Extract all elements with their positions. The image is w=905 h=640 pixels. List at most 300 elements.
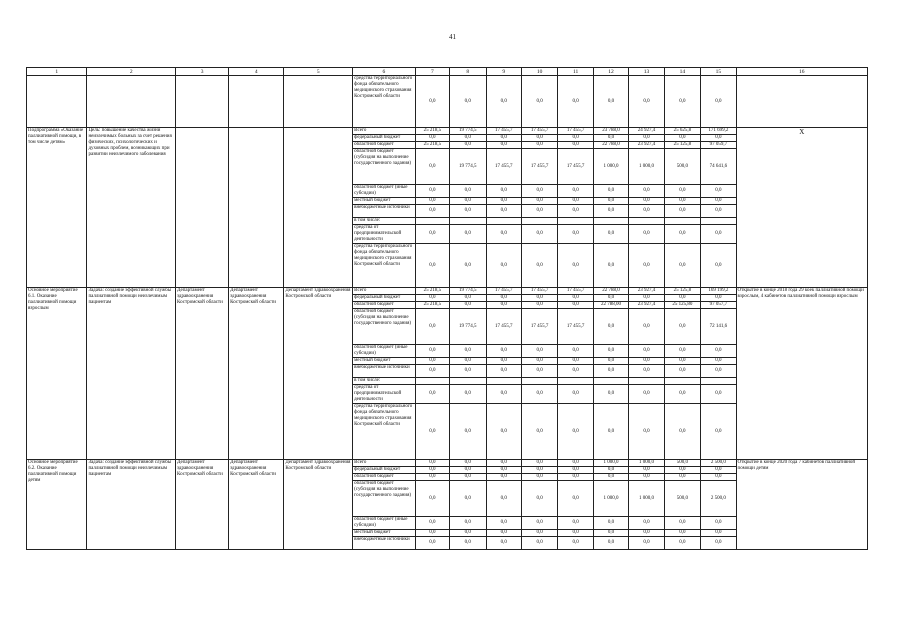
value-cell: 0,0 [415,474,449,481]
value-cell: 0,0 [415,205,449,218]
value-cell [558,378,593,385]
header-cell: 2 [87,68,176,76]
source-cell: федеральный бюджет [353,295,416,302]
value-cell: 2 500,0 [701,481,736,517]
value-cell: 19 774,5 [450,288,486,295]
value-cell: 0,0 [521,481,557,517]
value-cell: 0,0 [521,205,557,218]
value-cell: 171 699,2 [701,128,736,135]
value-cell: 0,0 [701,385,736,404]
block-coexecutor [229,128,284,288]
value-cell: 23 927,4 [629,288,664,295]
value-cell: 0,0 [558,385,593,404]
block-task: Задача: создание эффективной службы паллиативной помощи неизлечимым пациентам [87,460,176,550]
value-cell: 0,0 [486,460,521,467]
table-row [27,128,868,135]
value-cell: 0,0 [558,537,593,550]
value-cell: 0,0 [521,404,557,460]
value-cell: 0,0 [558,481,593,517]
value-cell: 25 125,8 [664,142,700,149]
value-cell: 0,0 [629,474,664,481]
value-cell: 0,0 [450,385,486,404]
header-row [27,68,868,76]
value-cell: 0,0 [701,76,736,128]
value-cell: 0,0 [629,198,664,205]
header-cell: 11 [558,68,593,76]
value-cell: 0,0 [664,135,700,142]
value-cell: 0,0 [558,205,593,218]
value-cell: 0,0 [486,244,521,288]
value-cell: 0,0 [521,244,557,288]
value-cell: 0,0 [629,365,664,378]
value-cell: 0,0 [450,244,486,288]
value-cell: 0,0 [450,358,486,365]
value-cell: 0,0 [450,295,486,302]
value-cell: 0,0 [593,467,628,474]
value-cell: 0,0 [593,198,628,205]
block-participant: Департамент здравоохранения Костромской области [284,288,353,460]
source-cell: Всего [353,128,416,135]
value-cell: 17 455,7 [558,149,593,185]
source-cell: Всего [353,460,416,467]
value-cell [450,218,486,225]
block-result: Открытие в конце 2018 года 29 коек паллиативной помощи взрослым, 4 кабинетов паллиативной помощи взрослым [736,288,867,460]
value-cell: 0,0 [450,76,486,128]
value-cell: 19 774,5 [450,309,486,345]
value-cell [486,218,521,225]
source-cell: областной бюджет [353,142,416,149]
value-cell: 0,0 [701,244,736,288]
value-cell: 0,0 [593,474,628,481]
value-cell: 23 788,0 [593,128,628,135]
value-cell: 0,0 [701,404,736,460]
value-cell: 17 455,7 [486,288,521,295]
value-cell: 0,0 [415,467,449,474]
value-cell: 0,0 [664,365,700,378]
value-cell: 0,0 [593,517,628,530]
value-cell: 74 641,6 [701,149,736,185]
value-cell: 0,0 [415,385,449,404]
value-cell [450,378,486,385]
source-cell: местный бюджет [353,198,416,205]
value-cell: 0,0 [486,467,521,474]
header-cell: 16 [736,68,867,76]
header-cell: 14 [664,68,700,76]
value-cell: 1 000,0 [629,460,664,467]
value-cell: 0,0 [558,198,593,205]
value-cell: 0,0 [486,481,521,517]
value-cell: 0,0 [664,530,700,537]
value-cell: 17 455,7 [558,309,593,345]
value-cell: 0,0 [486,142,521,149]
header-cell: 5 [284,68,353,76]
value-cell: 0,0 [664,225,700,244]
value-cell: 0,0 [450,142,486,149]
source-cell: областной бюджет (субсидия на выполнение государственного задания) [353,149,416,185]
value-cell: 0,0 [701,474,736,481]
value-cell: 25 125,8 [664,288,700,295]
value-cell [415,378,449,385]
value-cell: 0,0 [593,205,628,218]
value-cell [593,378,628,385]
value-cell: 0,0 [415,460,449,467]
value-cell: 0,0 [629,76,664,128]
value-cell: 0,0 [521,345,557,358]
value-cell: 0,0 [521,302,557,309]
value-cell: 0,0 [415,76,449,128]
header-cell: 10 [521,68,557,76]
value-cell: 0,0 [486,76,521,128]
value-cell: 22 788,00 [593,302,628,309]
value-cell: 0,0 [701,205,736,218]
value-cell: 0,0 [450,345,486,358]
value-cell: 0,0 [486,205,521,218]
source-cell: местный бюджет [353,358,416,365]
value-cell: 17 455,7 [558,128,593,135]
value-cell: 0,0 [593,365,628,378]
value-cell: 17 455,7 [486,128,521,135]
block-result [736,76,867,128]
value-cell: 0,0 [521,385,557,404]
value-cell: 1 000,0 [593,460,628,467]
value-cell: 0,0 [593,244,628,288]
value-cell: 0,0 [664,474,700,481]
source-cell: средства территориального фонда обязательного медицинского страхования Костромской области [353,76,416,128]
value-cell: 0,0 [450,481,486,517]
value-cell: 0,0 [701,345,736,358]
value-cell: 0,0 [558,225,593,244]
source-cell: областной бюджет [353,302,416,309]
value-cell: 0,0 [521,198,557,205]
block-task [87,76,176,128]
value-cell: 17 455,7 [486,149,521,185]
value-cell: 0,0 [558,365,593,378]
value-cell: 1 000,0 [629,149,664,185]
value-cell: 0,0 [486,225,521,244]
block-name: Основное мероприятие 6.2. Оказание паллиативной помощи детям [27,460,87,550]
value-cell: 0,0 [450,198,486,205]
value-cell: 0,0 [701,135,736,142]
value-cell: 0,0 [629,244,664,288]
value-cell: 0,0 [450,517,486,530]
source-cell: внебюджетные источники [353,537,416,550]
value-cell: 0,0 [521,185,557,198]
header-cell: 1 [27,68,87,76]
source-cell: областной бюджет (субсидия на выполнение государственного задания) [353,309,416,345]
header-cell: 3 [176,68,229,76]
value-cell: 0,0 [486,135,521,142]
value-cell: 0,0 [664,517,700,530]
value-cell: 0,0 [486,385,521,404]
value-cell: 0,0 [415,481,449,517]
table-row [27,460,868,467]
value-cell: 0,0 [701,517,736,530]
value-cell: 0,0 [593,76,628,128]
value-cell: 0,0 [701,225,736,244]
source-cell: Всего [353,288,416,295]
value-cell: 0,0 [450,365,486,378]
value-cell: 1 000,0 [593,481,628,517]
value-cell: 0,0 [450,135,486,142]
source-cell: средства территориального фонда обязательного медицинского страхования Костромской области [353,404,416,460]
value-cell: 2 500,0 [701,460,736,467]
value-cell: 0,0 [521,142,557,149]
financing-table [26,67,868,550]
value-cell: 0,0 [521,76,557,128]
value-cell: 0,0 [664,244,700,288]
value-cell: 0,0 [593,345,628,358]
value-cell: 0,0 [521,135,557,142]
value-cell: 0,0 [486,537,521,550]
value-cell: 0,0 [450,474,486,481]
value-cell: 0,0 [521,358,557,365]
value-cell: 0,0 [415,295,449,302]
value-cell: 0,0 [664,295,700,302]
source-cell: внебюджетные источники [353,365,416,378]
value-cell: 0,0 [415,244,449,288]
value-cell: 0,0 [629,295,664,302]
value-cell: 0,0 [415,345,449,358]
value-cell: 72 141,6 [701,309,736,345]
value-cell: 0,0 [664,205,700,218]
value-cell: 0,0 [521,467,557,474]
value-cell: 0,0 [558,474,593,481]
value-cell: 0,0 [450,530,486,537]
source-cell: областной бюджет [353,474,416,481]
value-cell: 0,0 [521,295,557,302]
value-cell: 0,0 [415,135,449,142]
value-cell: 0,0 [629,135,664,142]
value-cell: 0,0 [415,404,449,460]
table-row [27,288,868,295]
value-cell: 0,0 [701,530,736,537]
value-cell: 0,0 [664,537,700,550]
source-cell: средства территориального фонда обязательного медицинского страхования Костромской области [353,244,416,288]
value-cell: 0,0 [486,358,521,365]
value-cell: 0,0 [521,365,557,378]
header-cell: 7 [415,68,449,76]
value-cell: 0,0 [701,467,736,474]
value-cell: 0,0 [593,135,628,142]
value-cell [629,378,664,385]
value-cell: 0,0 [486,198,521,205]
value-cell: 19 774,5 [450,128,486,135]
value-cell: 0,0 [664,358,700,365]
value-cell: 0,0 [521,517,557,530]
block-result: X [736,128,867,288]
source-cell: областной бюджет (иные субсидии) [353,185,416,198]
value-cell: 0,0 [664,467,700,474]
value-cell: 25 218,5 [415,142,449,149]
value-cell: 169 199,2 [701,288,736,295]
block-participant [284,76,353,128]
value-cell: 0,0 [450,225,486,244]
value-cell: 0,0 [558,185,593,198]
value-cell: 0,0 [593,404,628,460]
value-cell: 0,0 [558,530,593,537]
source-cell: местный бюджет [353,530,416,537]
value-cell: 0,0 [558,295,593,302]
value-cell: 23 927,4 [629,302,664,309]
value-cell: 0,0 [486,530,521,537]
source-cell: областной бюджет (иные субсидии) [353,345,416,358]
value-cell [701,218,736,225]
value-cell [701,378,736,385]
value-cell: 500,0 [664,481,700,517]
value-cell: 0,0 [593,309,628,345]
value-cell: 0,0 [415,198,449,205]
value-cell: 0,0 [558,345,593,358]
value-cell [521,378,557,385]
value-cell: 0,0 [415,225,449,244]
value-cell: 500,0 [664,460,700,467]
value-cell: 0,0 [629,517,664,530]
value-cell: 0,0 [450,467,486,474]
value-cell: 0,0 [415,530,449,537]
value-cell: 0,0 [701,198,736,205]
value-cell: 0,0 [664,198,700,205]
header-cell: 12 [593,68,628,76]
value-cell: 24 927,4 [629,128,664,135]
value-cell [415,218,449,225]
value-cell: 0,0 [450,460,486,467]
value-cell: 0,0 [629,537,664,550]
value-cell: 0,0 [521,530,557,537]
value-cell: 0,0 [558,467,593,474]
value-cell: 0,0 [486,185,521,198]
source-cell: внебюджетные источники [353,205,416,218]
value-cell: 17 455,7 [486,309,521,345]
header-cell: 13 [629,68,664,76]
value-cell: 0,0 [486,302,521,309]
value-cell: 0,0 [521,474,557,481]
block-name [27,76,87,128]
value-cell: 25 625,8 [664,128,700,135]
value-cell: 97 057,7 [701,302,736,309]
value-cell: 0,0 [701,537,736,550]
value-cell [629,218,664,225]
value-cell: 0,0 [415,365,449,378]
value-cell: 0,0 [450,302,486,309]
value-cell: 0,0 [629,385,664,404]
value-cell: 0,0 [664,385,700,404]
value-cell: 0,0 [629,404,664,460]
value-cell: 17 455,7 [521,128,557,135]
value-cell: 0,0 [415,185,449,198]
value-cell: 17 455,7 [521,309,557,345]
value-cell: 0,0 [486,295,521,302]
value-cell: 97 059,7 [701,142,736,149]
header-cell: 9 [486,68,521,76]
value-cell: 0,0 [629,530,664,537]
value-cell: 0,0 [486,474,521,481]
block-task: Задача: создание эффективной службы паллиативной помощи неизлечимым пациентам [87,288,176,460]
value-cell: 0,0 [629,225,664,244]
value-cell: 0,0 [593,295,628,302]
source-cell: в том числе: [353,218,416,225]
value-cell: 0,0 [558,460,593,467]
value-cell: 0,0 [593,225,628,244]
source-cell: федеральный бюджет [353,467,416,474]
value-cell: 0,0 [450,537,486,550]
block-executor [176,128,229,288]
value-cell: 0,0 [415,309,449,345]
value-cell: 0,0 [701,358,736,365]
block-executor: Департамент здравоохранения Костромской области [176,288,229,460]
block-name: Основное мероприятие 6.1. Оказание паллиативной помощи взрослым [27,288,87,460]
page-number: 41 [449,33,456,41]
value-cell: 0,0 [664,404,700,460]
source-cell: областной бюджет (иные субсидии) [353,517,416,530]
value-cell: 0,0 [450,205,486,218]
value-cell: 0,0 [629,358,664,365]
block-participant: Департамент здравоохранения Костромской области [284,460,353,550]
block-coexecutor: Департамент здравоохранения Костромской области [229,460,284,550]
value-cell [593,218,628,225]
source-cell: в том числе: [353,378,416,385]
value-cell: 1 000,0 [593,149,628,185]
header-cell: 4 [229,68,284,76]
value-cell: 0,0 [558,302,593,309]
value-cell: 0,0 [664,345,700,358]
value-cell: 0,0 [558,244,593,288]
value-cell: 0,0 [593,537,628,550]
value-cell: 23 927,4 [629,142,664,149]
value-cell: 0,0 [593,185,628,198]
block-coexecutor: Департамент здравоохранения Костромской области [229,288,284,460]
value-cell: 22 788,0 [593,288,628,295]
value-cell: 0,0 [415,537,449,550]
block-executor: Департамент здравоохранения Костромской области [176,460,229,550]
value-cell: 19 774,5 [450,149,486,185]
value-cell: 0,0 [701,185,736,198]
value-cell: 0,0 [486,365,521,378]
table-row [27,76,868,128]
value-cell: 17 455,7 [521,288,557,295]
value-cell: 0,0 [664,185,700,198]
value-cell: 0,0 [521,460,557,467]
value-cell: 0,0 [593,358,628,365]
value-cell: 0,0 [629,309,664,345]
value-cell [521,218,557,225]
value-cell: 0,0 [486,345,521,358]
value-cell: 0,0 [664,76,700,128]
value-cell: 0,0 [558,358,593,365]
value-cell [664,218,700,225]
value-cell: 25 218,5 [415,128,449,135]
value-cell: 0,0 [415,358,449,365]
source-cell: средства от предпринимательской деятельности [353,225,416,244]
block-coexecutor [229,76,284,128]
block-participant [284,128,353,288]
value-cell: 17 455,7 [558,288,593,295]
value-cell: 0,0 [629,185,664,198]
value-cell: 0,0 [521,225,557,244]
source-cell: средства от предпринимательской деятельности [353,385,416,404]
value-cell: 0,0 [415,517,449,530]
value-cell: 0,0 [629,205,664,218]
value-cell: 0,0 [701,365,736,378]
value-cell [558,218,593,225]
value-cell [664,378,700,385]
value-cell: 0,0 [558,517,593,530]
source-cell: федеральный бюджет [353,135,416,142]
value-cell: 0,0 [664,309,700,345]
value-cell: 500,0 [664,149,700,185]
value-cell: 0,0 [558,76,593,128]
value-cell: 22 788,0 [593,142,628,149]
value-cell: 0,0 [450,185,486,198]
